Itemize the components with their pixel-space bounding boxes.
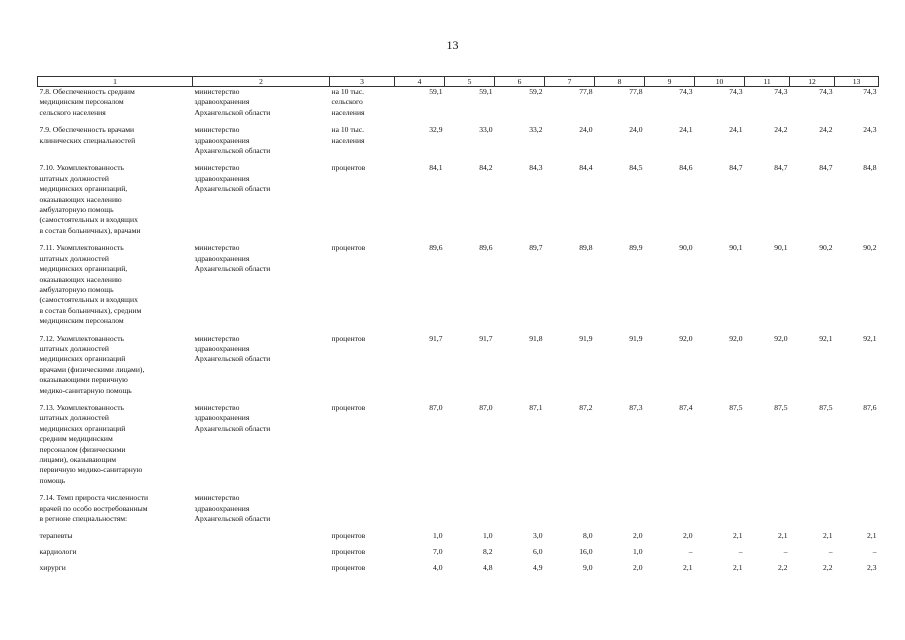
value-cell: 1,0 [483,531,493,541]
value-cell [445,493,495,531]
value-cell: 84,2 [479,163,493,173]
table-row [38,547,879,563]
table-row [38,403,879,493]
value-cell: 90,1 [774,243,788,253]
value-cell [695,493,745,531]
value-cell: 1,0 [633,547,643,557]
value-cell: 87,5 [819,402,833,412]
unit-cell: процентов [331,243,366,253]
unit-cell: процентов [331,531,366,541]
value-cell: 87,0 [429,402,443,412]
responsible-cell: министерство здравоохранения Архангельской области [194,87,271,117]
value-cell: 90,1 [729,243,743,253]
value-cell [645,493,695,531]
value-cell: 2,1 [823,531,833,541]
value-cell: 92,0 [774,333,788,343]
value-cell: 84,3 [529,163,543,173]
value-cell: – [738,547,743,557]
column-header: 8 [595,77,645,87]
value-cell: 2,2 [778,563,788,573]
value-cell: 90,2 [863,243,877,253]
value-cell: 74,3 [729,87,743,96]
column-header: 5 [445,77,495,87]
value-cell: 33,0 [479,125,493,135]
value-cell: 24,0 [579,125,593,135]
column-header: 10 [695,77,745,87]
page-number: 13 [446,38,459,52]
value-cell: 2,1 [733,563,743,573]
indicator-cell: 7.10. Укомплектованность штатных должностей медицинских организаций, оказывающих населению амбулаторную помощь (самостоятельных и входящих в состав больничных), врачами [39,163,141,235]
responsible-cell: министерство здравоохранения Архангельской области [194,333,271,364]
value-cell: 89,6 [479,243,493,253]
value-cell [495,493,545,531]
value-cell: 84,6 [679,163,693,173]
responsible-cell: министерство здравоохранения Архангельской области [194,163,271,194]
responsible-cell [193,547,330,563]
value-cell: 24,0 [629,125,643,135]
value-cell: 2,1 [683,563,693,573]
indicators-table [37,76,879,579]
indicator-cell: кардиологи [39,547,77,557]
value-cell: 2,3 [867,563,877,573]
value-cell: 2,0 [683,531,693,541]
value-cell: 74,3 [774,87,788,96]
value-cell: 7,0 [433,547,443,557]
value-cell: 87,4 [679,402,693,412]
indicator-cell: 7.14. Темп прироста численности врачей по особо востребованным в регионе специальностям: [39,493,149,524]
value-cell: 87,2 [579,402,593,412]
value-cell: 24,2 [819,125,833,135]
value-cell: 74,3 [679,87,693,96]
indicator-cell: 7.9. Обеспеченность врачами клинических специальностей [39,125,136,145]
indicator-cell: 7.11. Укомплектованность штатных должностей медицинских организаций, оказывающих населению амбулаторную помощь (самостоятельных и входящих в состав больничных), средним медицинским персоналом [39,243,142,326]
value-cell: 87,5 [729,402,743,412]
value-cell: 89,7 [529,243,543,253]
indicator-cell: 7.8. Обеспеченность средним медицинским персоналом сельского населения [39,87,135,117]
value-cell: 91,9 [579,333,593,343]
value-cell: 6,0 [533,547,543,557]
value-cell: 92,1 [863,333,877,343]
value-cell: 1,0 [433,531,443,541]
column-header: 7 [545,77,595,87]
value-cell: 92,0 [679,333,693,343]
value-cell: 92,0 [729,333,743,343]
value-cell: 74,3 [863,87,877,96]
responsible-cell: министерство здравоохранения Архангельской области [194,125,271,156]
value-cell: 92,1 [819,333,833,343]
column-header: 12 [790,77,835,87]
value-cell: 16,0 [579,547,593,557]
value-cell: 24,1 [679,125,693,135]
unit-cell: процентов [331,333,366,343]
value-cell: 89,9 [629,243,643,253]
value-cell: – [872,547,877,557]
value-cell: 24,1 [729,125,743,135]
column-header: 2 [193,77,330,87]
value-cell: 77,8 [579,87,593,96]
unit-cell: на 10 тыс. сельского населения [331,87,365,117]
value-cell: – [828,547,833,557]
table-row [38,125,879,163]
unit-cell [330,493,395,531]
table-row [38,163,879,243]
value-cell: 91,9 [629,333,643,343]
value-cell [595,493,645,531]
value-cell: 87,3 [629,402,643,412]
table-header [38,77,879,87]
indicator-cell: терапевты [39,531,73,541]
table-row [38,531,879,547]
value-cell: 2,1 [778,531,788,541]
value-cell: 4,9 [533,563,543,573]
indicator-cell: хирурги [39,563,66,573]
value-cell: 59,2 [529,87,543,96]
table-row [38,563,879,579]
value-cell: 74,3 [819,87,833,96]
value-cell [545,493,595,531]
unit-cell: на 10 тыс. населения [331,125,365,145]
table-row [38,334,879,403]
column-header: 6 [495,77,545,87]
indicator-cell: 7.13. Укомплектованность штатных должностей медицинских организаций средним медицинским персоналом (физическими лицами), оказывающим первичную медико-санитарную помощь [39,402,143,485]
value-cell: 90,0 [679,243,693,253]
value-cell: 87,6 [863,402,877,412]
column-header: 13 [835,77,879,87]
value-cell: – [783,547,788,557]
responsible-cell: министерство здравоохранения Архангельской области [194,243,271,274]
unit-cell: процентов [331,563,366,573]
value-cell [745,493,790,531]
table-row [38,87,879,126]
column-header: 3 [330,77,395,87]
value-cell: 9,0 [583,563,593,573]
value-cell: 90,2 [819,243,833,253]
column-header: 1 [38,77,193,87]
value-cell: 2,0 [633,531,643,541]
value-cell: 89,8 [579,243,593,253]
value-cell: 3,0 [533,531,543,541]
unit-cell: процентов [331,402,366,412]
value-cell [395,493,445,531]
value-cell: 89,6 [429,243,443,253]
column-header: 11 [745,77,790,87]
value-cell: 24,3 [863,125,877,135]
value-cell: 84,4 [579,163,593,173]
value-cell: 91,7 [479,333,493,343]
unit-cell: процентов [331,163,366,173]
unit-cell: процентов [331,547,366,557]
value-cell [790,493,835,531]
value-cell: 84,7 [774,163,788,173]
value-cell: 59,1 [479,87,493,96]
value-cell: 2,1 [733,531,743,541]
value-cell: 84,7 [819,163,833,173]
responsible-cell: министерство здравоохранения Архангельской области [194,402,271,433]
value-cell: 91,7 [429,333,443,343]
value-cell: 8,0 [583,531,593,541]
responsible-cell [193,531,330,547]
value-cell: 32,9 [429,125,443,135]
value-cell [835,493,879,531]
value-cell: 24,2 [774,125,788,135]
table-row [38,493,879,531]
value-cell: 2,1 [867,531,877,541]
value-cell: 2,0 [633,563,643,573]
value-cell: 2,2 [823,563,833,573]
value-cell: 8,2 [483,547,493,557]
value-cell: 87,1 [529,402,543,412]
value-cell: 4,8 [483,563,493,573]
responsible-cell: министерство здравоохранения Архангельской области [194,493,271,524]
value-cell: 84,1 [429,163,443,173]
table-row [38,243,879,333]
value-cell: 77,8 [629,87,643,96]
value-cell: 84,8 [863,163,877,173]
value-cell: 87,5 [774,402,788,412]
value-cell: – [688,547,693,557]
value-cell: 4,0 [433,563,443,573]
value-cell: 91,8 [529,333,543,343]
responsible-cell [193,563,330,579]
indicator-cell: 7.12. Укомплектованность штатных должностей медицинских организаций врачами (физическими лицами), оказывающими первичную медико-санитарную помощь [39,333,145,395]
value-cell: 33,2 [529,125,543,135]
column-header: 4 [395,77,445,87]
value-cell: 87,0 [479,402,493,412]
value-cell: 84,5 [629,163,643,173]
table-body [38,87,879,580]
value-cell: 84,7 [729,163,743,173]
value-cell: 59,1 [429,87,443,96]
column-header: 9 [645,77,695,87]
